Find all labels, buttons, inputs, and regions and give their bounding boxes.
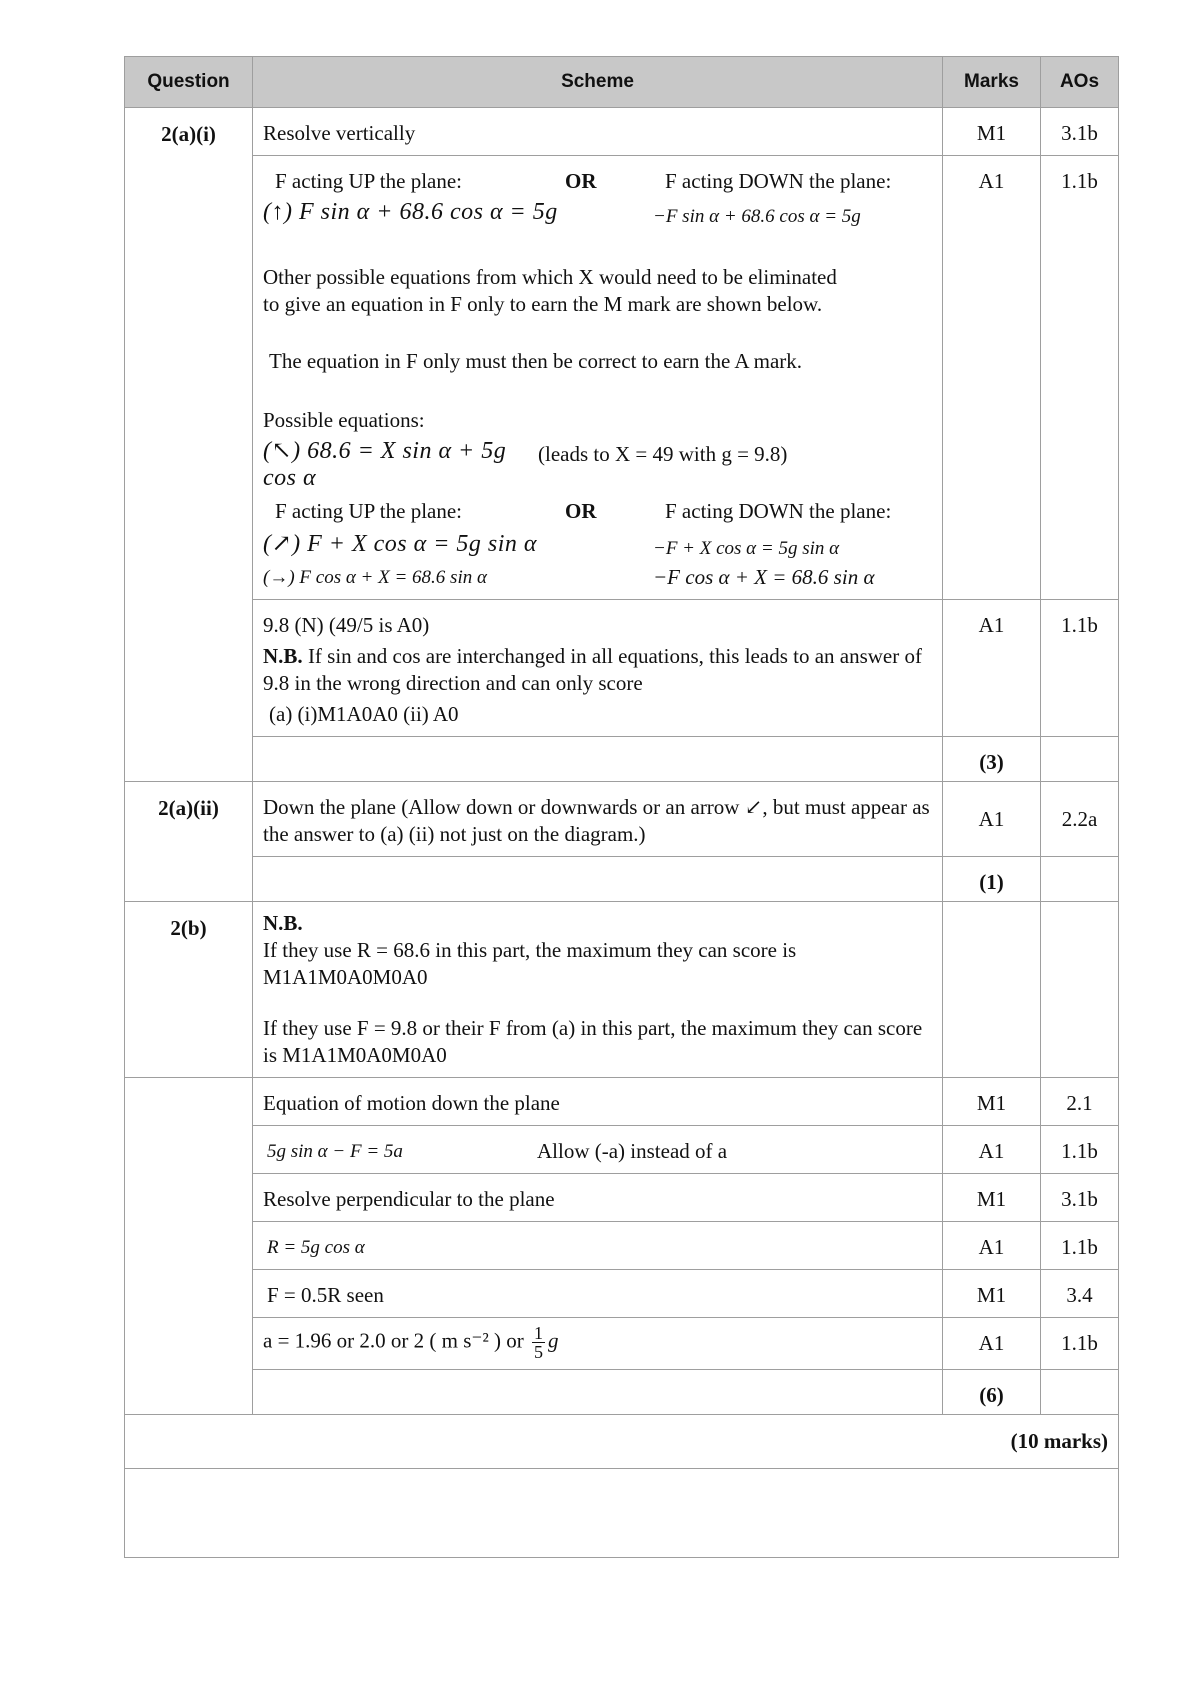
total-row <box>125 1415 1119 1469</box>
nb-text: If sin and cos are interchanged in all equations, this leads to an answer of 9.8 in the wrong direction and can only score <box>263 644 922 695</box>
equation-row <box>263 438 932 492</box>
question-label: 2(b) <box>125 902 253 1078</box>
down-label: F acting DOWN the plane: <box>665 169 892 193</box>
question-label: 2(a)(ii) <box>125 782 253 902</box>
or-label: OR <box>565 169 597 193</box>
direction-row <box>263 498 932 525</box>
equation: −F + X cos α = 5g sin α <box>653 538 840 559</box>
question-label <box>125 1078 253 1415</box>
note-text: Possible equations: <box>263 408 425 432</box>
scheme-cell <box>253 1126 943 1174</box>
scheme-cell: Down the plane (Allow down or downwards or an arrow ↙, but must appear as the answer to (a) (ii) not just on the diagram.) <box>253 782 943 857</box>
scheme-cell: Resolve perpendicular to the plane <box>253 1174 943 1222</box>
header-scheme: Scheme <box>253 57 943 108</box>
ao-cell <box>1041 1370 1119 1415</box>
question-label: 2(a)(i) <box>125 108 253 782</box>
scheme-cell: Equation of motion down the plane <box>253 1078 943 1126</box>
direction-row <box>263 168 932 195</box>
ao-cell: 1.1b <box>1041 1222 1119 1270</box>
header-row <box>125 57 1119 108</box>
table-row <box>125 1078 1119 1126</box>
ao-cell: 3.4 <box>1041 1270 1119 1318</box>
table-row <box>125 1370 1119 1415</box>
ao-cell <box>1041 737 1119 782</box>
scheme-cell <box>253 1318 943 1370</box>
table-row <box>125 1222 1119 1270</box>
table-row <box>125 1270 1119 1318</box>
mark-cell: A1 <box>943 156 1041 600</box>
header-marks: Marks <box>943 57 1041 108</box>
equation-row <box>263 199 932 230</box>
scheme-cell <box>253 1370 943 1415</box>
equation: (↗) F + X cos α = 5g sin α <box>263 531 537 557</box>
table-row <box>125 156 1119 600</box>
scheme-cell <box>253 857 943 902</box>
ao-cell: 1.1b <box>1041 156 1119 600</box>
note-text: Other possible equations from which X would need to be eliminated <box>263 265 837 289</box>
mark-scheme <box>124 56 1118 1558</box>
nb-text: If they use F = 9.8 or their F from (a) in this part, the maximum they can score is M1A1M0A0M0A0 <box>263 1016 923 1067</box>
equation: (↑) F sin α + 68.6 cos α = 5g <box>263 199 558 225</box>
mark-cell: M1 <box>943 1270 1041 1318</box>
mark-cell: M1 <box>943 1078 1041 1126</box>
table-row <box>125 737 1119 782</box>
equation-row <box>263 531 932 562</box>
scheme-cell <box>253 600 943 737</box>
ao-cell <box>1041 857 1119 902</box>
table-row <box>125 902 1119 1078</box>
fraction-denominator: 5 <box>534 1342 544 1362</box>
subtotal-cell: (6) <box>943 1370 1041 1415</box>
scheme-cell: Resolve vertically <box>253 108 943 156</box>
ao-cell: 1.1b <box>1041 1318 1119 1370</box>
mark-cell: A1 <box>943 1126 1041 1174</box>
equation: 5g sin α − F = 5a <box>267 1141 403 1162</box>
ao-cell: 1.1b <box>1041 1126 1119 1174</box>
up-label: F acting UP the plane: <box>275 169 463 193</box>
ao-cell: 3.1b <box>1041 1174 1119 1222</box>
table-row <box>125 857 1119 902</box>
blank-cell <box>125 1469 1119 1558</box>
mark-cell: M1 <box>943 1174 1041 1222</box>
scheme-cell <box>253 1270 943 1318</box>
mark-cell: M1 <box>943 108 1041 156</box>
mark-cell: A1 <box>943 600 1041 737</box>
mark-cell: A1 <box>943 1318 1041 1370</box>
scheme-cell <box>253 1222 943 1270</box>
table-row <box>125 1174 1119 1222</box>
equation: −F cos α + X = 68.6 sin α <box>653 565 875 589</box>
ao-cell: 2.1 <box>1041 1078 1119 1126</box>
scheme-cell <box>253 156 943 600</box>
ao-cell <box>1041 902 1119 1078</box>
answer-text: a = 1.96 or 2.0 or 2 ( m s⁻² ) or <box>263 1328 524 1353</box>
equation: F = 0.5R seen <box>267 1283 384 1307</box>
mark-scheme-table <box>124 56 1119 1558</box>
fraction-numerator: 1 <box>534 1323 544 1343</box>
answer-text: 9.8 (N) (49/5 is A0) <box>263 613 430 637</box>
blank-row <box>125 1469 1119 1558</box>
mark-cell <box>943 902 1041 1078</box>
fraction-variable: g <box>548 1328 559 1353</box>
ao-cell: 3.1b <box>1041 108 1119 156</box>
grand-total: (10 marks) <box>125 1415 1119 1469</box>
subtotal-cell: (1) <box>943 857 1041 902</box>
nb-label: N.B. <box>263 644 303 668</box>
equation: −F sin α + 68.6 cos α = 5g <box>653 206 861 227</box>
or-label: OR <box>565 499 597 523</box>
table-row <box>125 1126 1119 1174</box>
table-row <box>125 600 1119 737</box>
mark-cell: A1 <box>943 782 1041 857</box>
note-text: Allow (-a) instead of a <box>537 1139 728 1163</box>
equation: (→) F cos α + X = 68.6 sin α <box>263 567 487 588</box>
equation-row <box>263 564 932 591</box>
equation: R = 5g cos α <box>267 1237 365 1258</box>
note-text: to give an equation in F only to earn the M mark are shown below. <box>263 292 823 316</box>
table-row <box>125 108 1119 156</box>
down-label: F acting DOWN the plane: <box>665 499 892 523</box>
fraction <box>532 1324 545 1361</box>
subtotal-cell: (3) <box>943 737 1041 782</box>
scheme-cell <box>253 737 943 782</box>
nb-text: If they use R = 68.6 in this part, the maximum they can score is M1A1M0A0M0A0 <box>263 938 797 989</box>
score-text: (a) (i)M1A0A0 (ii) A0 <box>269 702 459 726</box>
ao-cell: 2.2a <box>1041 782 1119 857</box>
table-row <box>125 1318 1119 1370</box>
equation: (↖) 68.6 = X sin α + 5g cos α <box>263 438 507 491</box>
header-question: Question <box>125 57 253 108</box>
note-text: The equation in F only must then be correct to earn the A mark. <box>269 349 803 373</box>
ao-cell: 1.1b <box>1041 600 1119 737</box>
nb-label: N.B. <box>263 911 303 935</box>
up-label: F acting UP the plane: <box>275 499 463 523</box>
mark-cell: A1 <box>943 1222 1041 1270</box>
equation-note: (leads to X = 49 with g = 9.8) <box>538 442 788 466</box>
scheme-cell <box>253 902 943 1078</box>
table-row <box>125 782 1119 857</box>
header-aos: AOs <box>1041 57 1119 108</box>
